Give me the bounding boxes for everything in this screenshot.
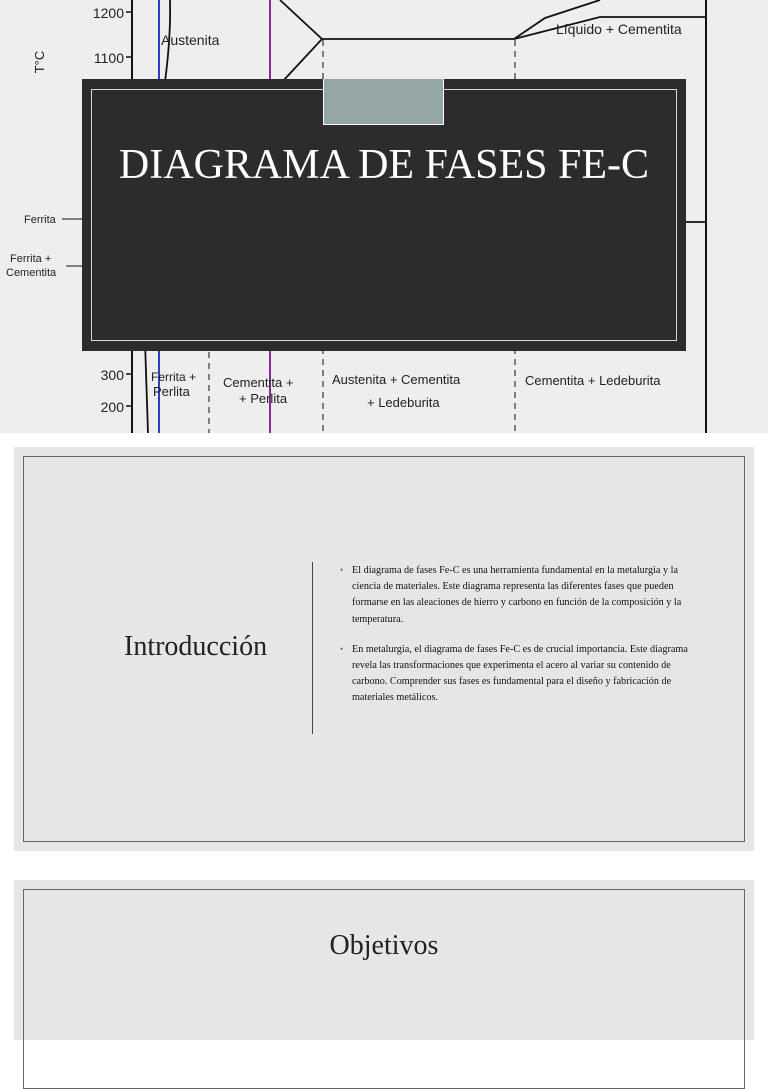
tick-label: 300	[100, 367, 124, 383]
title-overlay-box	[82, 79, 686, 351]
label-ferrita-perlita-2: Perlita	[153, 384, 190, 399]
label-ferrita-cementita-2: Cementita	[6, 267, 57, 279]
tick-label: 200	[100, 399, 124, 415]
label-cementita-ledeburita-bottom: Cementita + Ledeburita	[525, 373, 661, 388]
title-accent-tab	[323, 79, 444, 125]
slide-heading: Objetivos	[329, 930, 439, 961]
label-austenita-cementita-1: Austenita + Cementita	[332, 372, 461, 387]
label-cementita-perlita-1: Cementita +	[223, 375, 294, 390]
slide-frame	[23, 889, 745, 1089]
introduction-slide	[14, 447, 754, 851]
title-frame	[91, 89, 677, 341]
label-austenita: Austenita	[161, 32, 220, 48]
label-ferrita-cementita-1: Ferrita +	[10, 253, 52, 265]
label-austenita-cementita-2: + Ledeburita	[367, 395, 440, 410]
tick-label: 1200	[92, 5, 124, 21]
bullet-item: • El diagrama de fases Fe-C es una herramienta fundamental en la metalurgia y la ciencia de materiales. Este diagrama representa las diferentes fases que pueden formarse en las aleaciones de hierro y carbono en función de la composición y la temperatura.	[340, 563, 708, 628]
temperature-axis-label: T°C	[32, 50, 47, 74]
vertical-divider	[312, 562, 313, 734]
label-ferrita: Ferrita	[24, 214, 56, 226]
label-ferrita-perlita-1: Ferrita +	[151, 370, 197, 384]
title-slide	[0, 0, 768, 433]
label-liquido-cementita: Líquido + Cementita	[556, 21, 682, 37]
presentation-title: DIAGRAMA DE FASES FE-C	[118, 142, 650, 188]
bullet-item: • En metalurgia, el diagrama de fases Fe-C es de crucial importancia. Este diagrama revela las transformaciones que experimenta el acero al variar su contenido de carbono. Comprender sus fases es fundamental para el diseño y fabricación de materiales metálicos.	[340, 642, 708, 707]
bullet-list	[340, 563, 708, 721]
slide-heading: Introducción	[124, 631, 268, 662]
objectives-slide	[14, 880, 754, 1040]
label-cementita-perlita-2: + Perlita	[239, 391, 288, 406]
tick-label: 1100	[93, 50, 124, 66]
